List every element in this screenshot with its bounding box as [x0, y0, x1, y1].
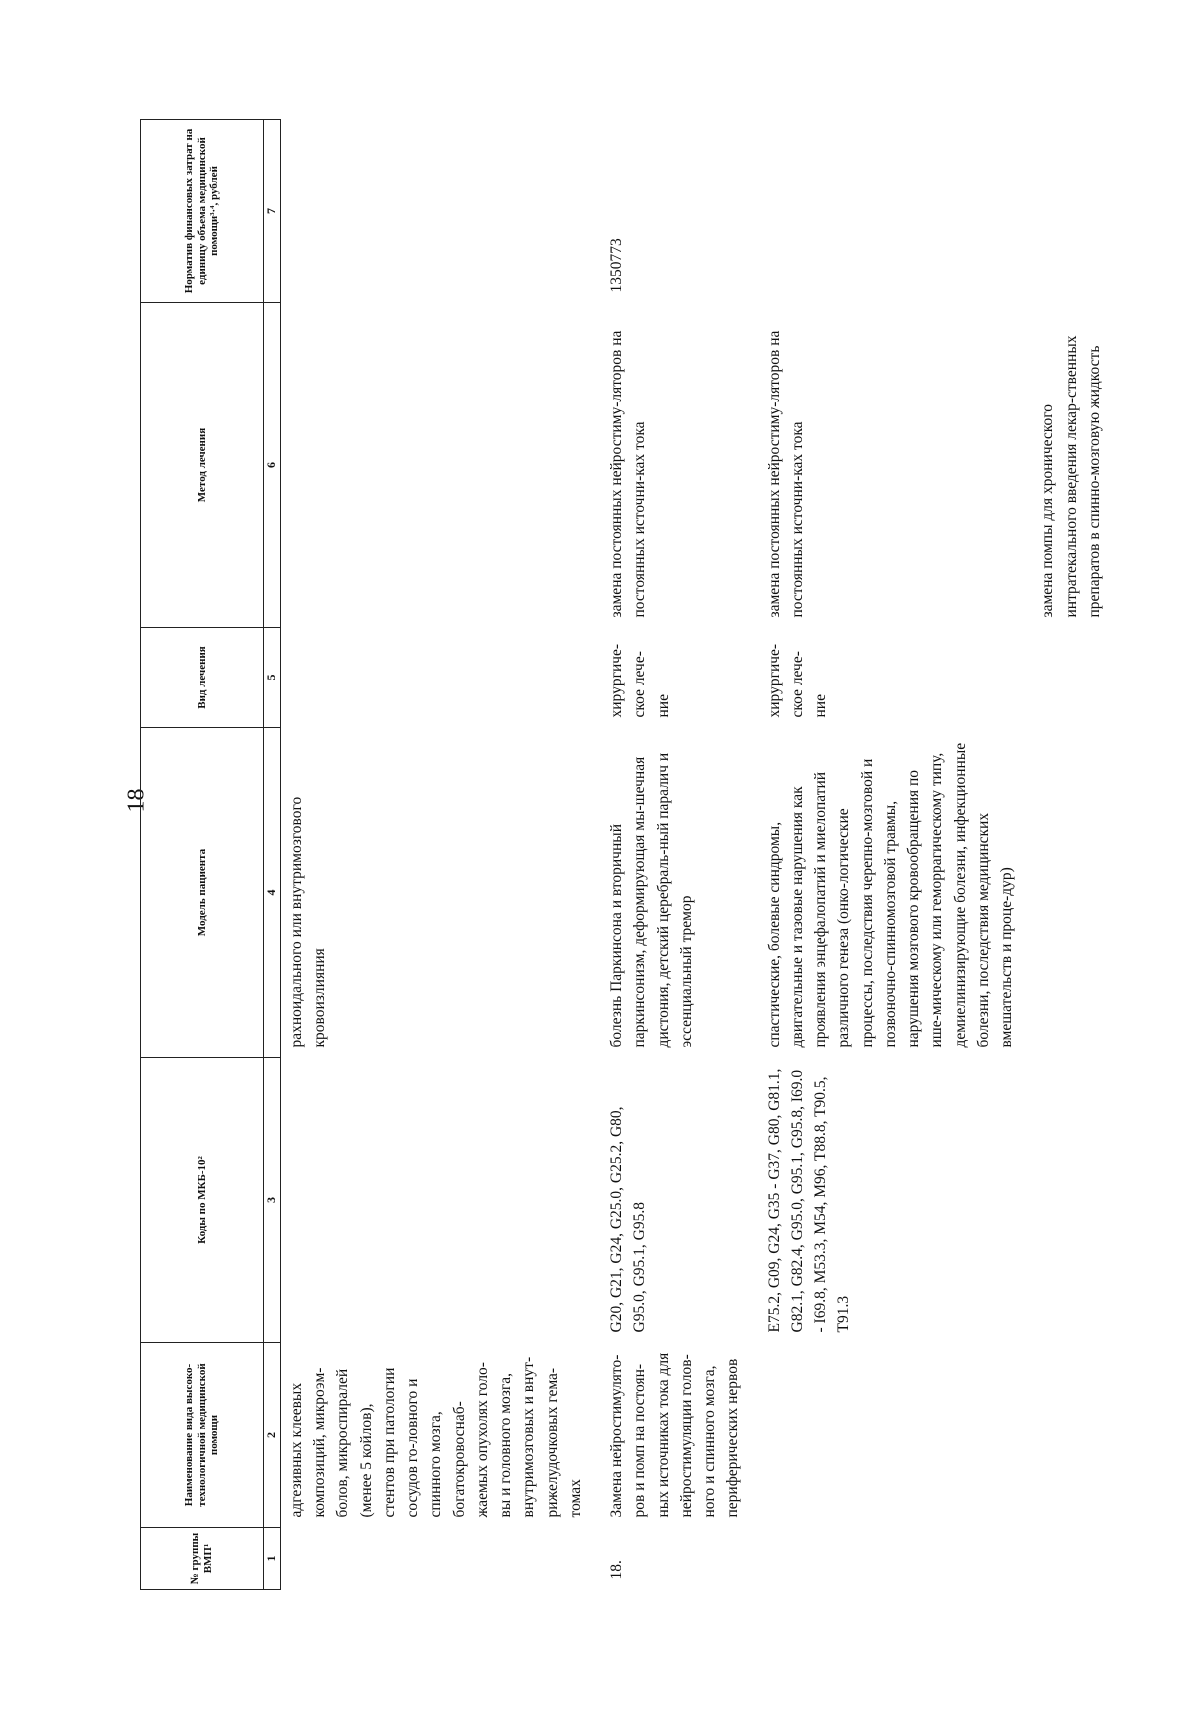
vmp-table: [140, 119, 1120, 1590]
cell-treatment-type: [1032, 628, 1120, 728]
column-number: 3: [264, 1058, 281, 1343]
cell-vmp-name: [759, 1343, 1033, 1528]
cell-vmp-name: адгезивных клеевых композиций, микроэм-болов, микроспиралей (менее 5 койлов), стентов при патологии сосудов го-ловного и спинного мозга, богатокровоснаб-жаемых опухолях голо-вы и головного мозга, внутримозговых и внут-рижелудочковых гема-томах: [287, 1356, 584, 1518]
cell-cost-norm: 1350773: [608, 238, 626, 293]
cell-treatment-type: хирургиче-ское лече-ние: [608, 643, 672, 718]
cell-cost-norm: [1032, 120, 1120, 303]
page-number: 18: [123, 788, 150, 813]
cell-vmp-name: Замена нейростимулято-ров и помп на постоян-ных источниках тока для нейростимуляции голов-ного и спинного мозга, периферических нервов: [608, 1352, 742, 1518]
cell-vmp-name: [1032, 1343, 1120, 1528]
column-number: 1: [264, 1528, 281, 1590]
cell-icd-codes: [1032, 1058, 1120, 1343]
cell-group-number: [1032, 1528, 1120, 1590]
cell-patient-model: [1032, 728, 1120, 1058]
table-row: [280, 120, 601, 1590]
cell-patient-model: спастические, болевые синдромы, двигательные и тазовые нарушения как проявления энцефалопатий и миелопатий различного генеза (онко-логические процессы, последствия черепно-мозговой и позвоночно-спинномозговой травмы, нарушения мозгового кровообращения по ише-мическому или геморрагическому типу, демиелинизирующие болезни, инфекционные болезни, последствия медицинских вмешательств и проце-дур): [765, 742, 1016, 1048]
header-cost-norm: Норматив финансовых затрат на единицу объема медицинской помощи³·⁴, рублей: [141, 120, 264, 303]
column-number: 6: [264, 303, 281, 628]
column-number: 7: [264, 120, 281, 303]
cell-group-number: [280, 1528, 601, 1590]
cell-treatment-method: замена помпы для хронического интратекального введения лекар-ственных препаратов в спинно-мозговую жидкость: [1039, 335, 1103, 618]
header-icd-codes: Коды по МКБ-10²: [141, 1058, 264, 1343]
cell-treatment-method: [280, 303, 601, 628]
rotated-page: [140, 120, 1200, 1590]
cell-cost-norm: [759, 120, 1033, 303]
header-treatment-type: Вид лечения: [141, 628, 264, 728]
cell-treatment-method: замена постоянных нейростиму-ляторов на постоянных источни-ках тока: [765, 330, 806, 618]
column-number-row: [264, 120, 281, 1590]
table-row: [601, 120, 759, 1590]
table-header-row: [141, 120, 264, 1590]
header-vmp-name: Наименование вида высоко-технологичной медицинской помощи: [141, 1343, 264, 1528]
column-number: 5: [264, 628, 281, 728]
cell-group-number: [759, 1528, 1033, 1590]
cell-patient-model: рахноидального или внутримозгового кровоизлияния: [287, 796, 329, 1048]
cell-treatment-type: хирургиче-ское лече-ние: [765, 643, 830, 718]
table-row: [1032, 120, 1120, 1590]
header-treatment-method: Метод лечения: [141, 303, 264, 628]
cell-icd-codes: G20, G21, G24, G25.0, G25.2, G80, G95.0, G95.1, G95.8: [608, 1106, 649, 1333]
cell-icd-codes: [280, 1058, 601, 1343]
cell-treatment-type: [280, 628, 601, 728]
header-patient-model: Модель пациента: [141, 728, 264, 1058]
cell-group-number: 18.: [608, 1560, 626, 1580]
column-number: 4: [264, 728, 281, 1058]
cell-cost-norm: [280, 120, 601, 303]
cell-patient-model: болезнь Паркинсона и вторичный паркинсонизм, деформирующая мы-шечная дистония, детский церебраль-ный паралич и эссенциальный тремор: [608, 752, 695, 1048]
header-group-number: № группы ВМП¹: [141, 1528, 264, 1590]
table-row: [759, 120, 1033, 1590]
column-number: 2: [264, 1343, 281, 1528]
cell-treatment-method: замена постоянных нейростиму-ляторов на постоянных источни-ках тока: [608, 330, 649, 618]
cell-icd-codes: E75.2, G09, G24, G35 - G37, G80, G81.1, G82.1, G82.4, G95.0, G95.1, G95.8, I69.0 - I69.8, M53.3, M54, M96, T88.8, T90.5, T91.3: [765, 1068, 853, 1333]
